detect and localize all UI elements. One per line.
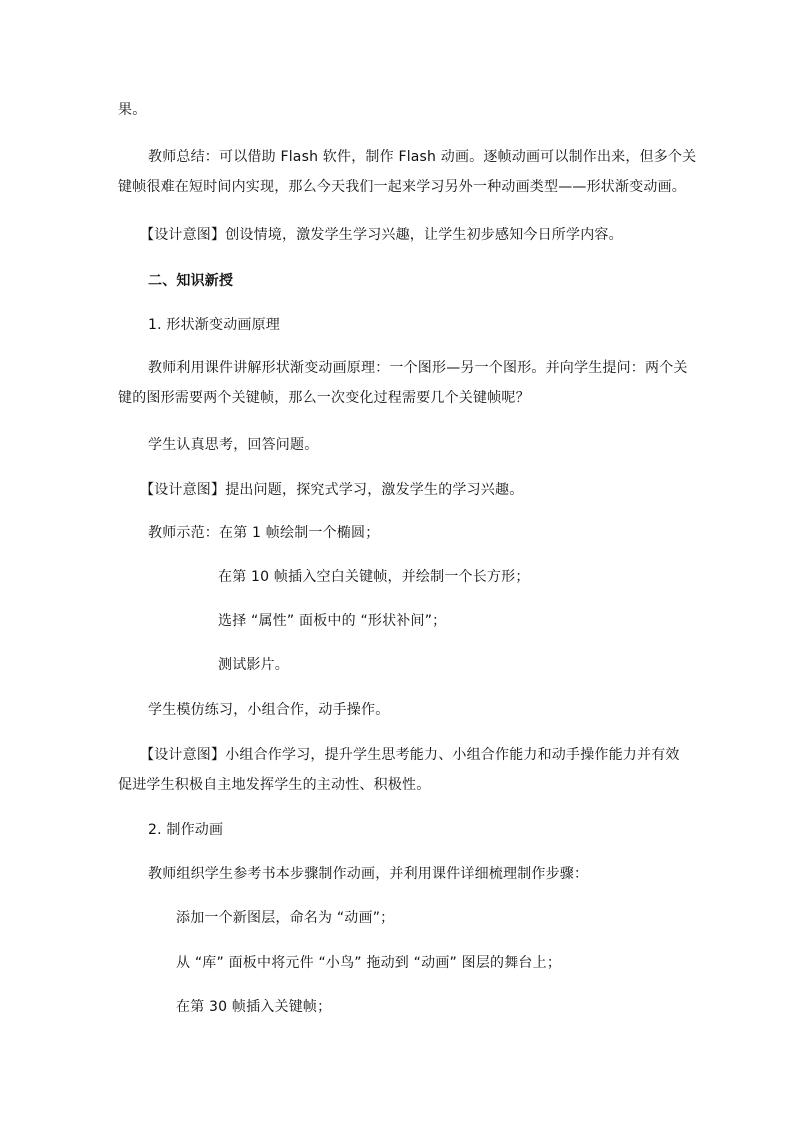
design-intent-line: 【设计意图】创设情境，激发学生学习兴趣，让学生初步感知今日所学内容。 (140, 227, 623, 243)
paragraph-line: 教师组织学生参考书本步骤制作动画，并利用课件详细梳理制作步骤： (148, 866, 589, 882)
step-line: 从 “库” 面板中将元件 “小鸟” 拖动到 “动画” 图层的舞台上； (176, 955, 562, 971)
step-line: 在第 10 帧插入空白关键帧，并绘制一个长方形； (218, 569, 530, 585)
paragraph-line: 键的图形需要两个关键帧，那么一次变化过程需要几个关键帧呢？ (118, 390, 530, 406)
section-heading: 二、知识新授 (148, 273, 234, 289)
paragraph-line: 教师总结：可以借助 Flash 软件，制作 Flash 动画。逐帧动画可以制作出来，但多个关 (148, 149, 697, 165)
step-line: 在第 30 帧插入关键帧； (176, 999, 332, 1015)
subsection-heading: 1. 形状渐变动画原理 (148, 317, 281, 333)
paragraph-line: 教师利用课件讲解形状渐变动画原理：一个图形—另一个图形。并向学生提问：两个关 (148, 360, 688, 376)
design-intent-line: 【设计意图】提出问题，探究式学习，激发学生的学习兴趣。 (140, 482, 524, 498)
paragraph-line: 键帧很难在短时间内实现，那么今天我们一起来学习另外一种动画类型——形状渐变动画。 (118, 179, 686, 195)
paragraph-line: 果。 (118, 102, 147, 118)
step-line: 测试影片。 (218, 657, 289, 673)
subsection-heading: 2. 制作动画 (148, 822, 224, 838)
step-line: 添加一个新图层，命名为 “动画”； (176, 910, 395, 926)
paragraph-line: 学生模仿练习，小组合作，动手操作。 (148, 702, 390, 718)
design-intent-line: 【设计意图】小组合作学习，提升学生思考能力、小组合作能力和动手操作能力并有效 (140, 747, 680, 763)
paragraph-line: 学生认真思考，回答问题。 (148, 437, 319, 453)
step-line: 选择 “属性” 面板中的 “形状补间”； (218, 613, 447, 629)
paragraph-line: 教师示范：在第 1 帧绘制一个椭圆； (148, 525, 380, 541)
paragraph-line: 促进学生积极自主地发挥学生的主动性、积极性。 (118, 777, 431, 793)
